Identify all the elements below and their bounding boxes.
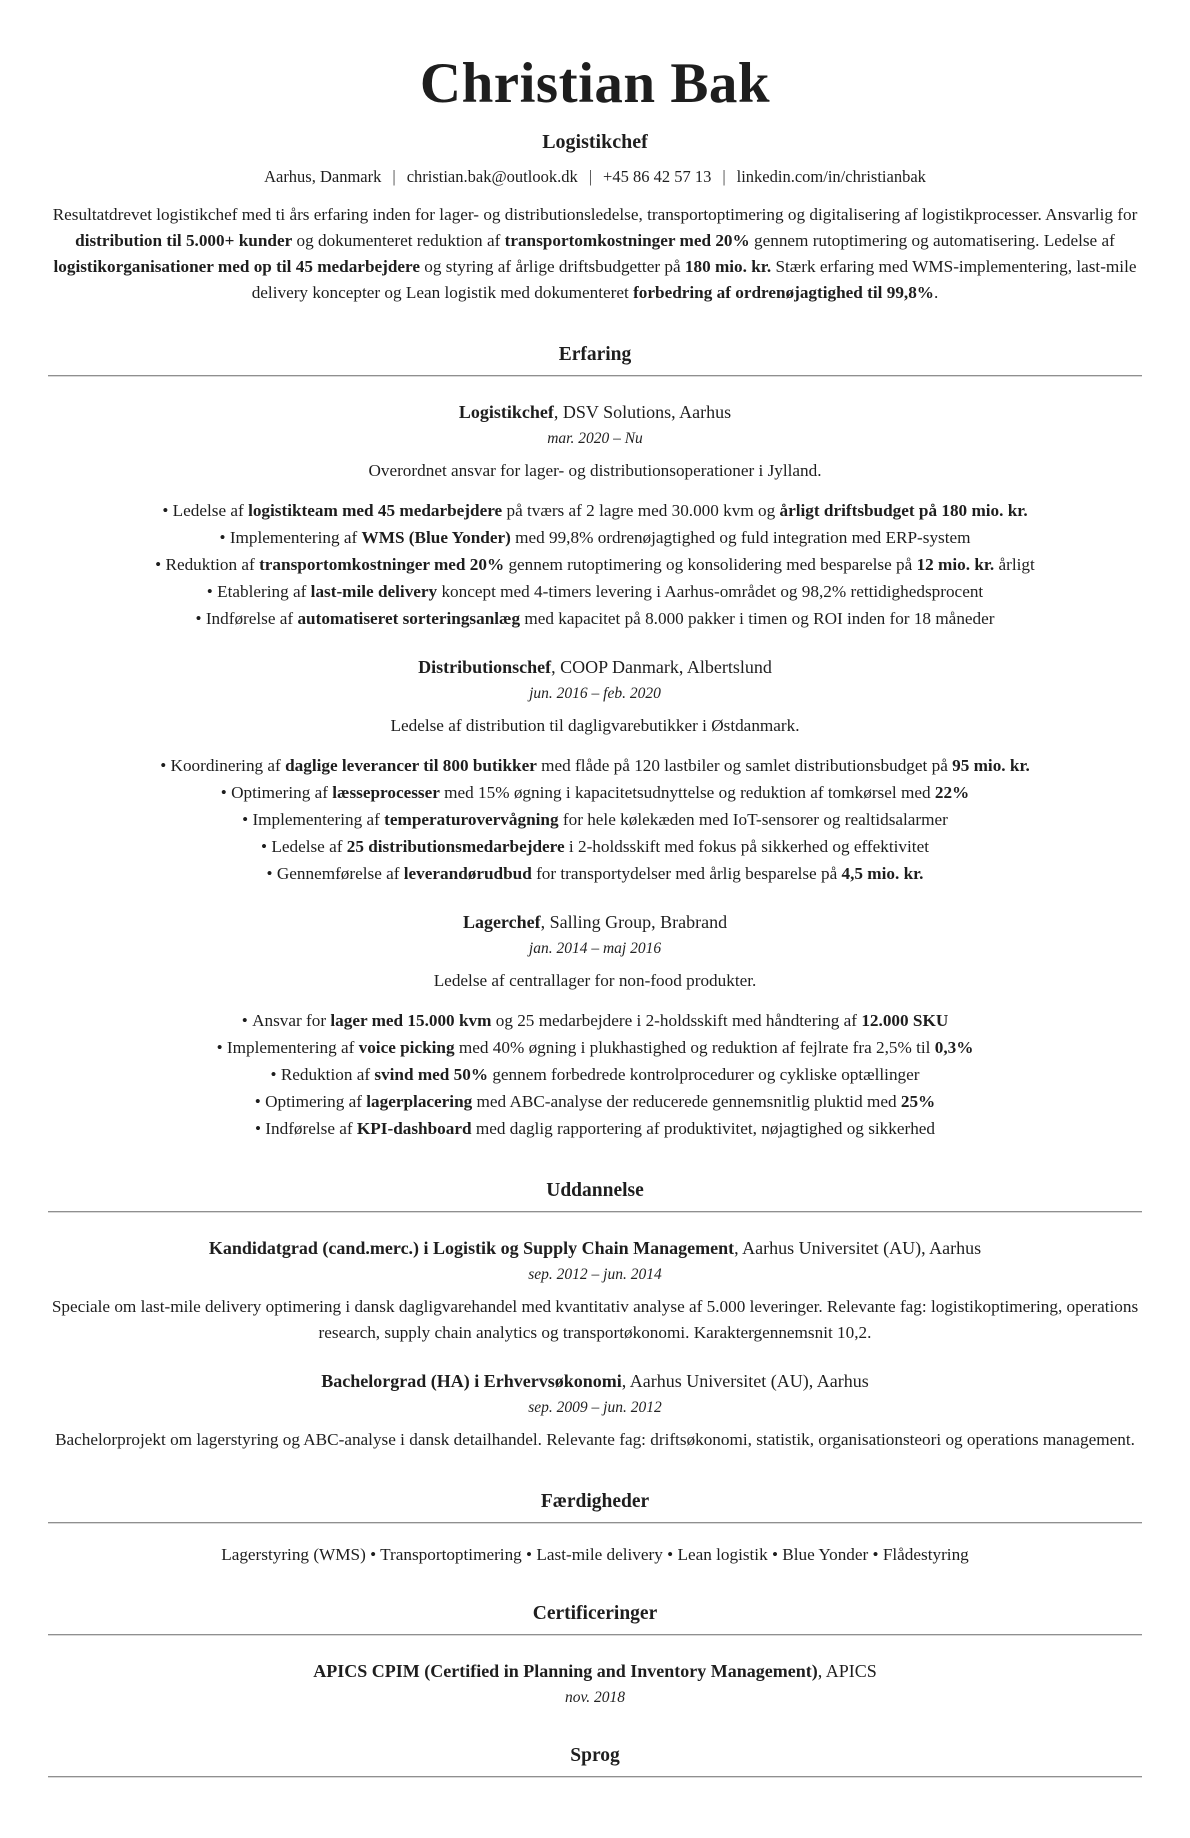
bullet-item: • Koordinering af daglige leverancer til 800 butikker med flåde på 120 lastbiler og samlet distributionsbudget på 95 mio. kr. bbox=[48, 752, 1142, 779]
bullet-item: • Indførelse af KPI-dashboard med daglig rapportering af produktivitet, nøjagtighed og sikkerhed bbox=[48, 1115, 1142, 1142]
bullet-item: • Etablering af last-mile delivery koncept med 4-timers levering i Aarhus-området og 98,2% rettidighedsprocent bbox=[48, 578, 1142, 605]
summary-text: Resultatdrevet logistikchef med ti års erfaring inden for lager- og distributionsledelse, transportoptimering og digitalisering af logistikprocesser. Ansvarlig for distribution til 5.000+ kunder og dokumenteret reduktion af transportomkostninger med 20% gennem rutoptimering og automatisering. Ledelse af logistikorganisationer med op til 45 medarbejdere og styring af årlige driftsbudgetter på 180 mio. kr. Stærk erfaring med WMS-implementering, last-mile delivery koncepter og Lean logistik med dokumenteret forbedring af ordrenøjagtighed til 99,8%. bbox=[52, 204, 1138, 302]
job-summary: Ledelse af distribution til dagligvarebutikker i Østdanmark. bbox=[390, 715, 800, 735]
contact-location: Aarhus, Danmark bbox=[264, 166, 382, 186]
skills-list: Lagerstyring (WMS) • Transportoptimering • Last-mile delivery • Lean logistik • Blue Yonder • Flådestyring bbox=[221, 1544, 969, 1564]
section-skills bbox=[48, 1491, 1142, 1565]
contact-phone: +45 86 42 57 13 bbox=[603, 166, 712, 186]
degree-dates: sep. 2009 – jun. 2012 bbox=[528, 1398, 662, 1416]
experience-entry bbox=[48, 402, 1142, 632]
resume-header bbox=[48, 54, 1142, 306]
section-heading-experience: Erfaring bbox=[558, 343, 632, 365]
education-entry bbox=[48, 1371, 1142, 1453]
bullet-item: • Reduktion af transportomkostninger med 20% gennem rutoptimering og konsolidering med besparelse på 12 mio. kr. årligt bbox=[48, 551, 1142, 578]
bullet-item: • Implementering af temperaturovervågning for hele kølekæden med IoT-sensorer og realtidsalarmer bbox=[48, 806, 1142, 833]
job-dates: jun. 2016 – feb. 2020 bbox=[529, 684, 661, 702]
section-experience bbox=[48, 344, 1142, 1142]
bullet-item: • Indførelse af automatiseret sorteringsanlæg med kapacitet på 8.000 pakker i timen og ROI inden for 18 måneder bbox=[48, 605, 1142, 632]
contact-separator: | bbox=[392, 166, 396, 186]
section-heading-certifications: Certificeringer bbox=[532, 1602, 658, 1624]
contact-linkedin: linkedin.com/in/christianbak bbox=[736, 166, 926, 186]
bullet-item: • Ledelse af logistikteam med 45 medarbejdere på tværs af 2 lagre med 30.000 kvm og årligt driftsbudget på 180 mio. kr. bbox=[48, 497, 1142, 524]
job-headline: Distributionschef, COOP Danmark, Albertslund bbox=[418, 656, 772, 677]
contact-separator: | bbox=[722, 166, 726, 186]
page-title: Christian Bak bbox=[419, 52, 771, 115]
experience-entry bbox=[48, 912, 1142, 1142]
section-rule bbox=[48, 375, 1142, 377]
section-education bbox=[48, 1180, 1142, 1453]
certification-dates: nov. 2018 bbox=[565, 1688, 625, 1706]
certification-headline: APICS CPIM (Certified in Planning and Inventory Management), APICS bbox=[313, 1660, 877, 1681]
section-rule bbox=[48, 1634, 1142, 1636]
education-entry bbox=[48, 1238, 1142, 1346]
experience-entry bbox=[48, 657, 1142, 887]
contact-separator: | bbox=[588, 166, 593, 186]
job-headline: Lagerchef, Salling Group, Brabrand bbox=[462, 911, 728, 932]
professional-title: Logistikchef bbox=[542, 130, 648, 153]
bullet-item: • Gennemførelse af leverandørudbud for transportydelser med årlig besparelse på 4,5 mio. kr. bbox=[48, 860, 1142, 887]
bullet-list bbox=[48, 752, 1142, 887]
bullet-item: • Reduktion af svind med 50% gennem forbedrede kontrolprocedurer og cykliske optællinger bbox=[48, 1061, 1142, 1088]
job-dates: mar. 2020 – Nu bbox=[547, 429, 643, 447]
bullet-item: • Implementering af WMS (Blue Yonder) med 99,8% ordrenøjagtighed og fuld integration med ERP-system bbox=[48, 524, 1142, 551]
job-headline: Logistikchef, DSV Solutions, Aarhus bbox=[458, 401, 732, 422]
degree-headline: Bachelorgrad (HA) i Erhvervsøkonomi, Aarhus Universitet (AU), Aarhus bbox=[321, 1370, 869, 1391]
bullet-item: • Implementering af voice picking med 40% øgning i plukhastighed og reduktion af fejlrate fra 2,5% til 0,3% bbox=[48, 1034, 1142, 1061]
section-heading-skills: Færdigheder bbox=[540, 1490, 650, 1512]
bullet-list bbox=[48, 1007, 1142, 1142]
degree-description: Bachelorprojekt om lagerstyring og ABC-analyse i dansk detailhandel. Relevante fag: driftsøkonomi, statistik, organisationsteori og operations management. bbox=[55, 1429, 1135, 1449]
contact-email: christian.bak@outlook.dk bbox=[406, 166, 578, 186]
section-languages bbox=[48, 1745, 1142, 1778]
section-heading-languages: Sprog bbox=[570, 1744, 620, 1766]
bullet-item: • Optimering af læsseprocesser med 15% øgning i kapacitetsudnyttelse og reduktion af tomkørsel med 22% bbox=[48, 779, 1142, 806]
degree-headline: Kandidatgrad (cand.merc.) i Logistik og Supply Chain Management, Aarhus Universitet (AU), Aarhus bbox=[208, 1237, 982, 1258]
section-rule bbox=[48, 1211, 1142, 1213]
job-summary: Overordnet ansvar for lager- og distributionsoperationer i Jylland. bbox=[368, 460, 822, 480]
bullet-item: • Ledelse af 25 distributionsmedarbejdere i 2-holdsskift med fokus på sikkerhed og effektivitet bbox=[48, 833, 1142, 860]
section-rule bbox=[48, 1776, 1142, 1778]
bullet-item: • Ansvar for lager med 15.000 kvm og 25 medarbejdere i 2-holdsskift med håndtering af 12.000 SKU bbox=[48, 1007, 1142, 1034]
certification-entry bbox=[48, 1661, 1142, 1707]
section-certifications bbox=[48, 1603, 1142, 1707]
degree-dates: sep. 2012 – jun. 2014 bbox=[528, 1265, 662, 1283]
section-heading-education: Uddannelse bbox=[546, 1179, 644, 1201]
job-dates: jan. 2014 – maj 2016 bbox=[528, 939, 662, 957]
section-rule bbox=[48, 1522, 1142, 1524]
job-summary: Ledelse af centrallager for non-food produkter. bbox=[433, 970, 757, 990]
degree-description: Speciale om last-mile delivery optimering i dansk dagligvarehandel med kvantitativ analyse af 5.000 leveringer. Relevante fag: logistikoptimering, operations research, supply chain analytics og transportøkonomi. Karaktergennemsnit 10,2. bbox=[51, 1296, 1139, 1342]
bullet-item: • Optimering af lagerplacering med ABC-analyse der reducerede gennemsnitlig pluktid med 25% bbox=[48, 1088, 1142, 1115]
contact-line bbox=[48, 167, 1142, 187]
bullet-list bbox=[48, 497, 1142, 632]
